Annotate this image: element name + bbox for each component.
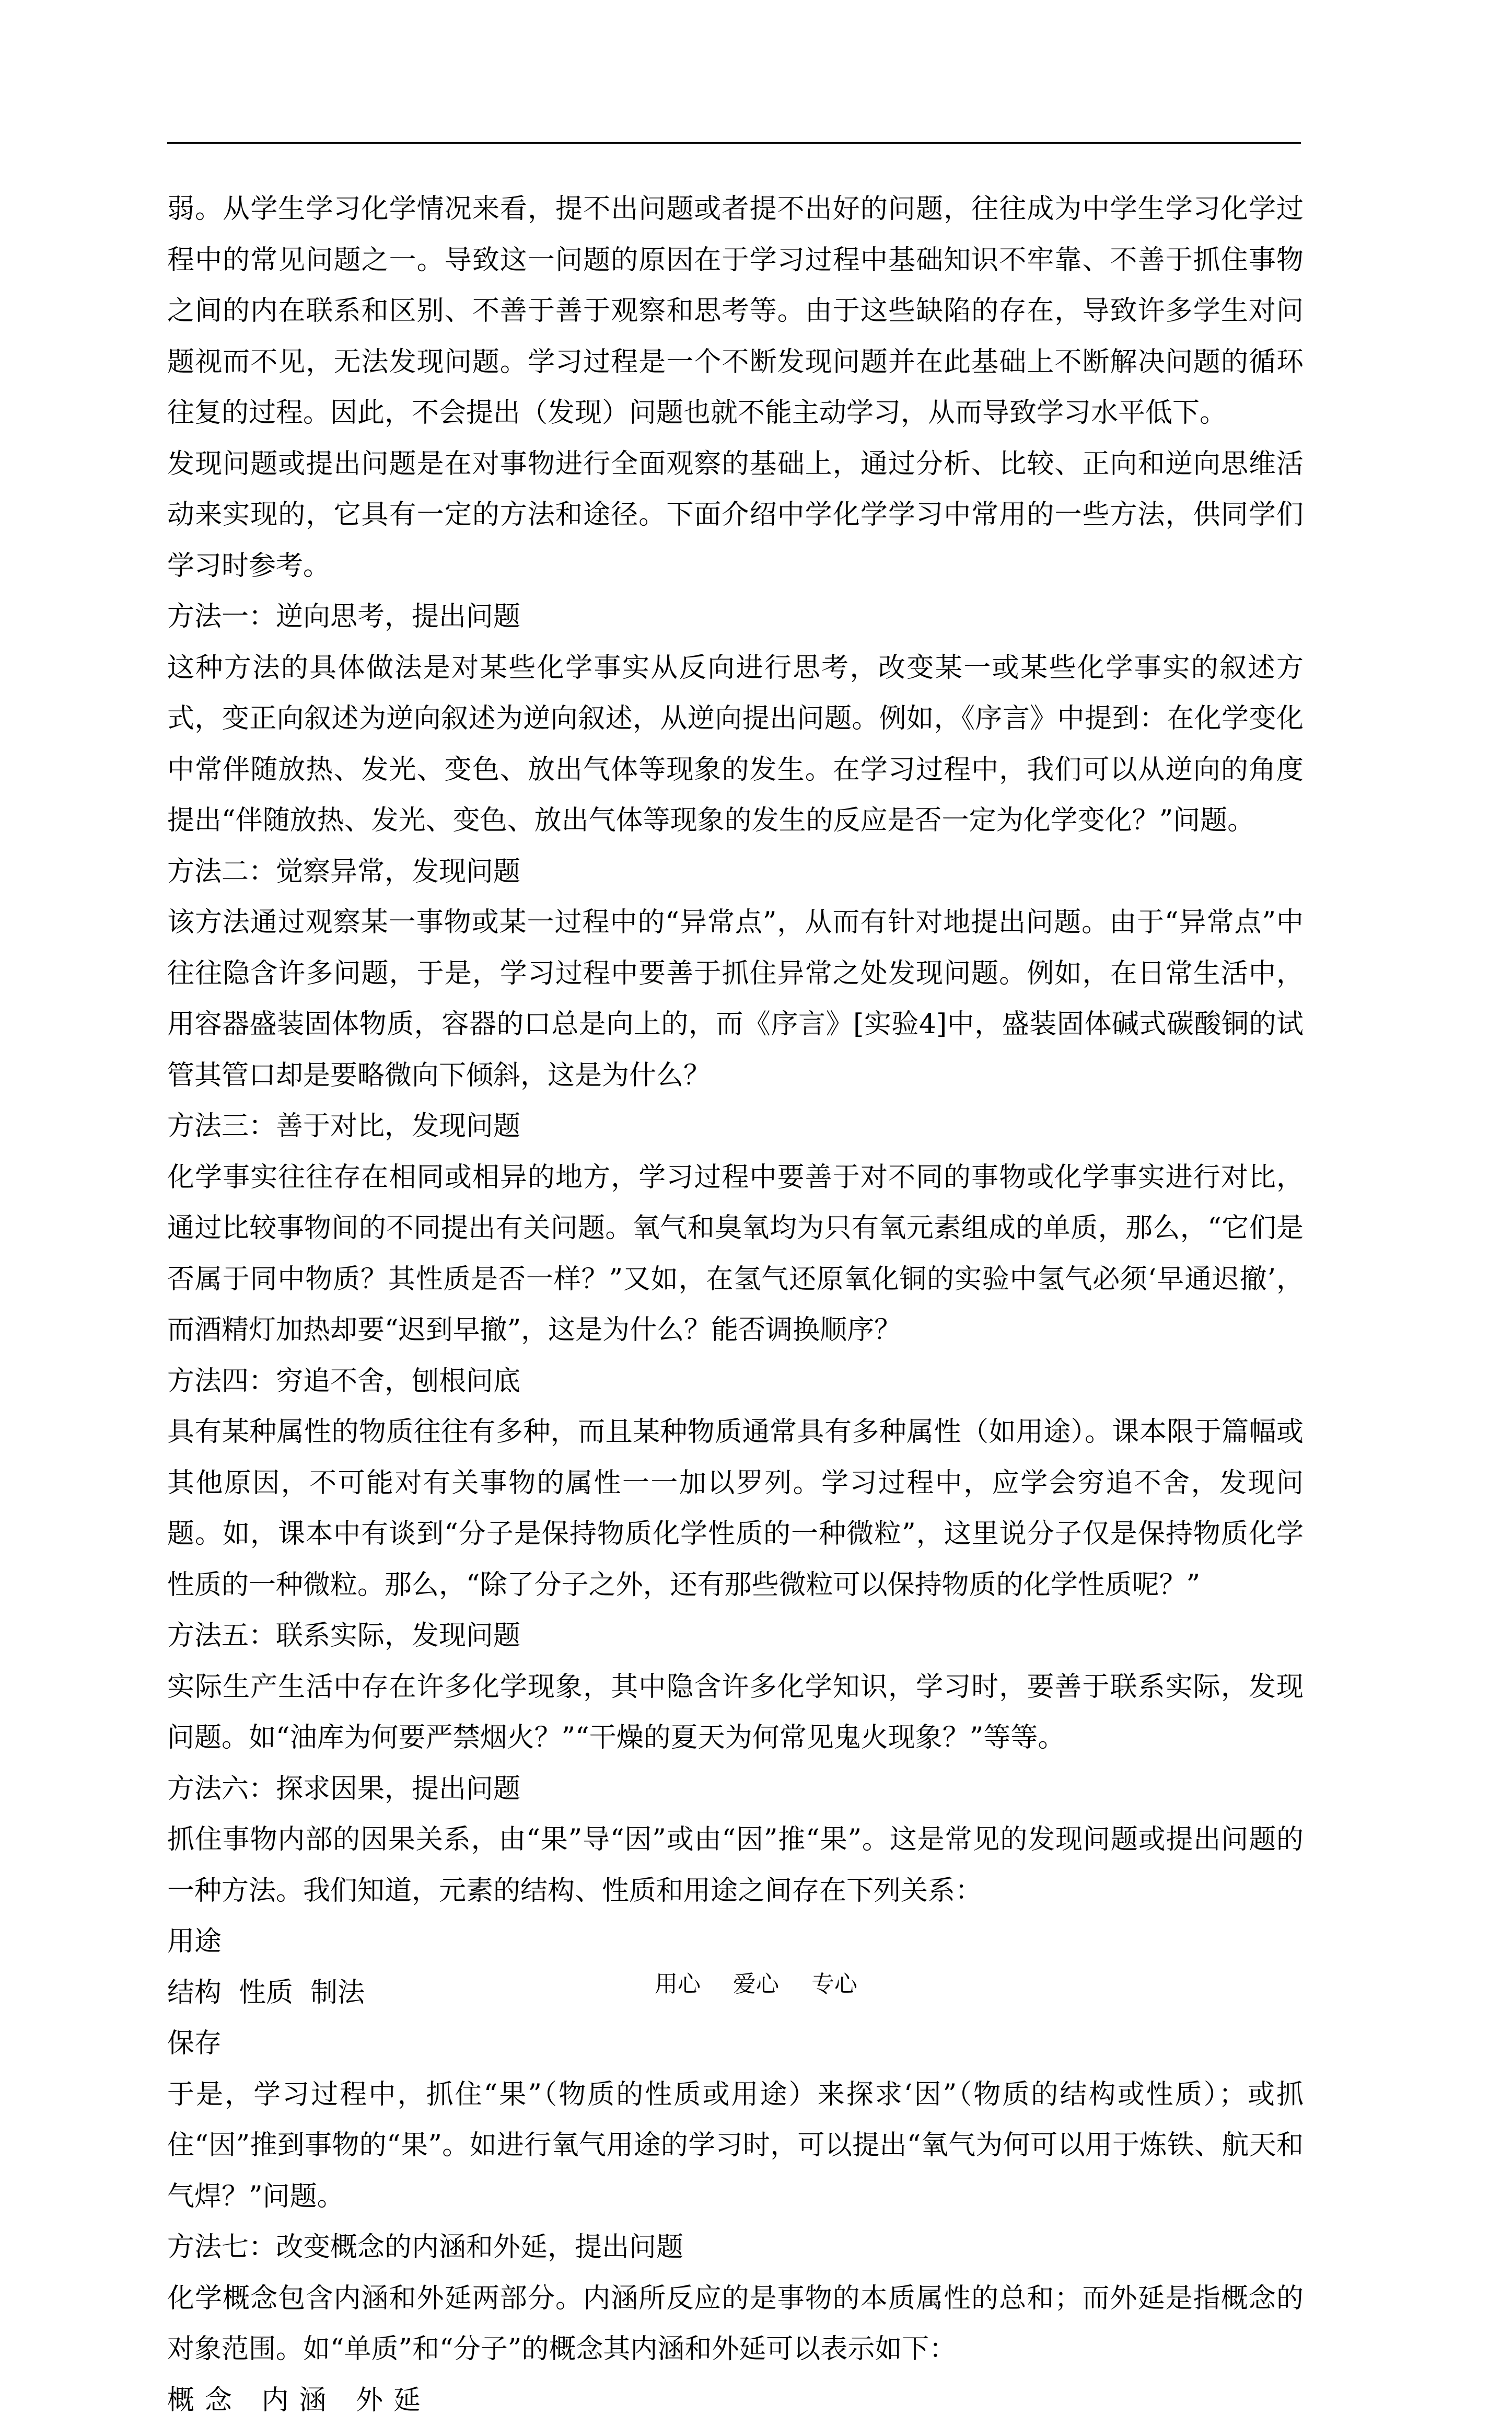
document-body (167, 184, 1304, 2426)
method-6-conclusion: 于是，学习过程中，抓住“果”（物质的性质或用途）来探求‘因”（物质的结构或性质）；或抓住“因”推到事物的“果”。如进行氧气用途的学习时，可以提出“氧气为何可以用于炼铁、航天和气焊？”问题。 (167, 2070, 1304, 2223)
method-7-text: 化学概念包含内涵和外延两部分。内涵所反应的是事物的本质属性的总和；而外延是指概念的对象范围。如“单质”和“分子”的概念其内涵和外延可以表示如下： (167, 2273, 1304, 2375)
concept-table-header: 概念 内涵 外延 (167, 2375, 1304, 2426)
footer-word: 专心 (811, 1971, 857, 1997)
paragraph: 发现问题或提出问题是在对事物进行全面观察的基础上，通过分析、比较、正向和逆向思维活动来实现的，它具有一定的方法和途径。下面介绍中学化学学习中常用的一些方法，供同学们学习时参考。 (167, 439, 1304, 592)
method-5-title: 方法五：联系实际，发现问题 (167, 1611, 1304, 1662)
relation-line-1: 用途 (167, 1916, 1304, 1968)
method-3-text: 化学事实往往存在相同或相异的地方，学习过程中要善于对不同的事物或化学事实进行对比，通过比较事物间的不同提出有关问题。氧气和臭氧均为只有氧元素组成的单质，那么，“它们是否属于同中物质？其性质是否一样？”又如，在氢气还原氧化铜的实验中氢气必须‘早通迟撤’，而酒精灯加热却要“迟到早撤”，这是为什么？能否调换顺序？ (167, 1152, 1304, 1356)
method-1-text: 这种方法的具体做法是对某些化学事实从反向进行思考，改变某一或某些化学事实的叙述方式，变正向叙述为逆向叙述为逆向叙述，从逆向提出问题。例如，《序言》中提到：在化学变化中常伴随放热、发光、变色、放出气体等现象的发生。在学习过程中，我们可以从逆向的角度提出“伴随放热、发光、变色、放出气体等现象的发生的反应是否一定为化学变化？”问题。 (167, 643, 1304, 847)
footer-word: 用心 (655, 1971, 701, 1997)
method-3-title: 方法三：善于对比，发现问题 (167, 1101, 1304, 1152)
paragraph: 弱。从学生学习化学情况来看，提不出问题或者提不出好的问题，往往成为中学生学习化学过程中的常见问题之一。导致这一问题的原因在于学习过程中基础知识不牢靠、不善于抓住事物之间的内在联系和区别、不善于善于观察和思考等。由于这些缺陷的存在，导致许多学生对问题视而不见，无法发现问题。学习过程是一个不断发现问题并在此基础上不断解决问题的循环往复的过程。因此，不会提出（发现）问题也就不能主动学习，从而导致学习水平低下。 (167, 184, 1304, 439)
footer-word: 爱心 (733, 1971, 779, 1997)
method-4-title: 方法四：穷追不舍，刨根问底 (167, 1356, 1304, 1407)
page-footer (0, 1965, 1512, 1998)
header-rule (167, 142, 1301, 144)
method-6-title: 方法六：探求因果，提出问题 (167, 1764, 1304, 1815)
method-4-text: 具有某种属性的物质往往有多种，而且某种物质通常具有多种属性（如用途）。课本限于篇幅或其他原因，不可能对有关事物的属性一一加以罗列。学习过程中，应学会穷追不舍，发现问题。如，课本中有谈到“分子是保持物质化学性质的一种微粒”，这里说分子仅是保持物质化学性质的一种微粒。那么，“除了分子之外，还有那些微粒可以保持物质的化学性质呢？” (167, 1407, 1304, 1611)
method-2-title: 方法二：觉察异常，发现问题 (167, 847, 1304, 898)
method-1-title: 方法一：逆向思考，提出问题 (167, 592, 1304, 643)
relation-line-2: 结构 性质 制法 (167, 1968, 1304, 2019)
method-7-title: 方法七：改变概念的内涵和外延，提出问题 (167, 2222, 1304, 2273)
relation-line-3: 保存 (167, 2018, 1304, 2070)
method-6-text: 抓住事物内部的因果关系，由“果”导“因”或由“因”推“果”。这是常见的发现问题或提出问题的一种方法。我们知道，元素的结构、性质和用途之间存在下列关系： (167, 1815, 1304, 1916)
method-2-text: 该方法通过观察某一事物或某一过程中的“异常点”，从而有针对地提出问题。由于“异常点”中往往隐含许多问题，于是，学习过程中要善于抓住异常之处发现问题。例如，在日常生活中，用容器盛装固体物质，容器的口总是向上的，而《序言》[实验4]中，盛装固体碱式碳酸铜的试管其管口却是要略微向下倾斜，这是为什么？ (167, 897, 1304, 1101)
method-5-text: 实际生产生活中存在许多化学现象，其中隐含许多化学知识，学习时，要善于联系实际，发现问题。如“油库为何要严禁烟火？”“干燥的夏天为何常见鬼火现象？”等等。 (167, 1662, 1304, 1764)
